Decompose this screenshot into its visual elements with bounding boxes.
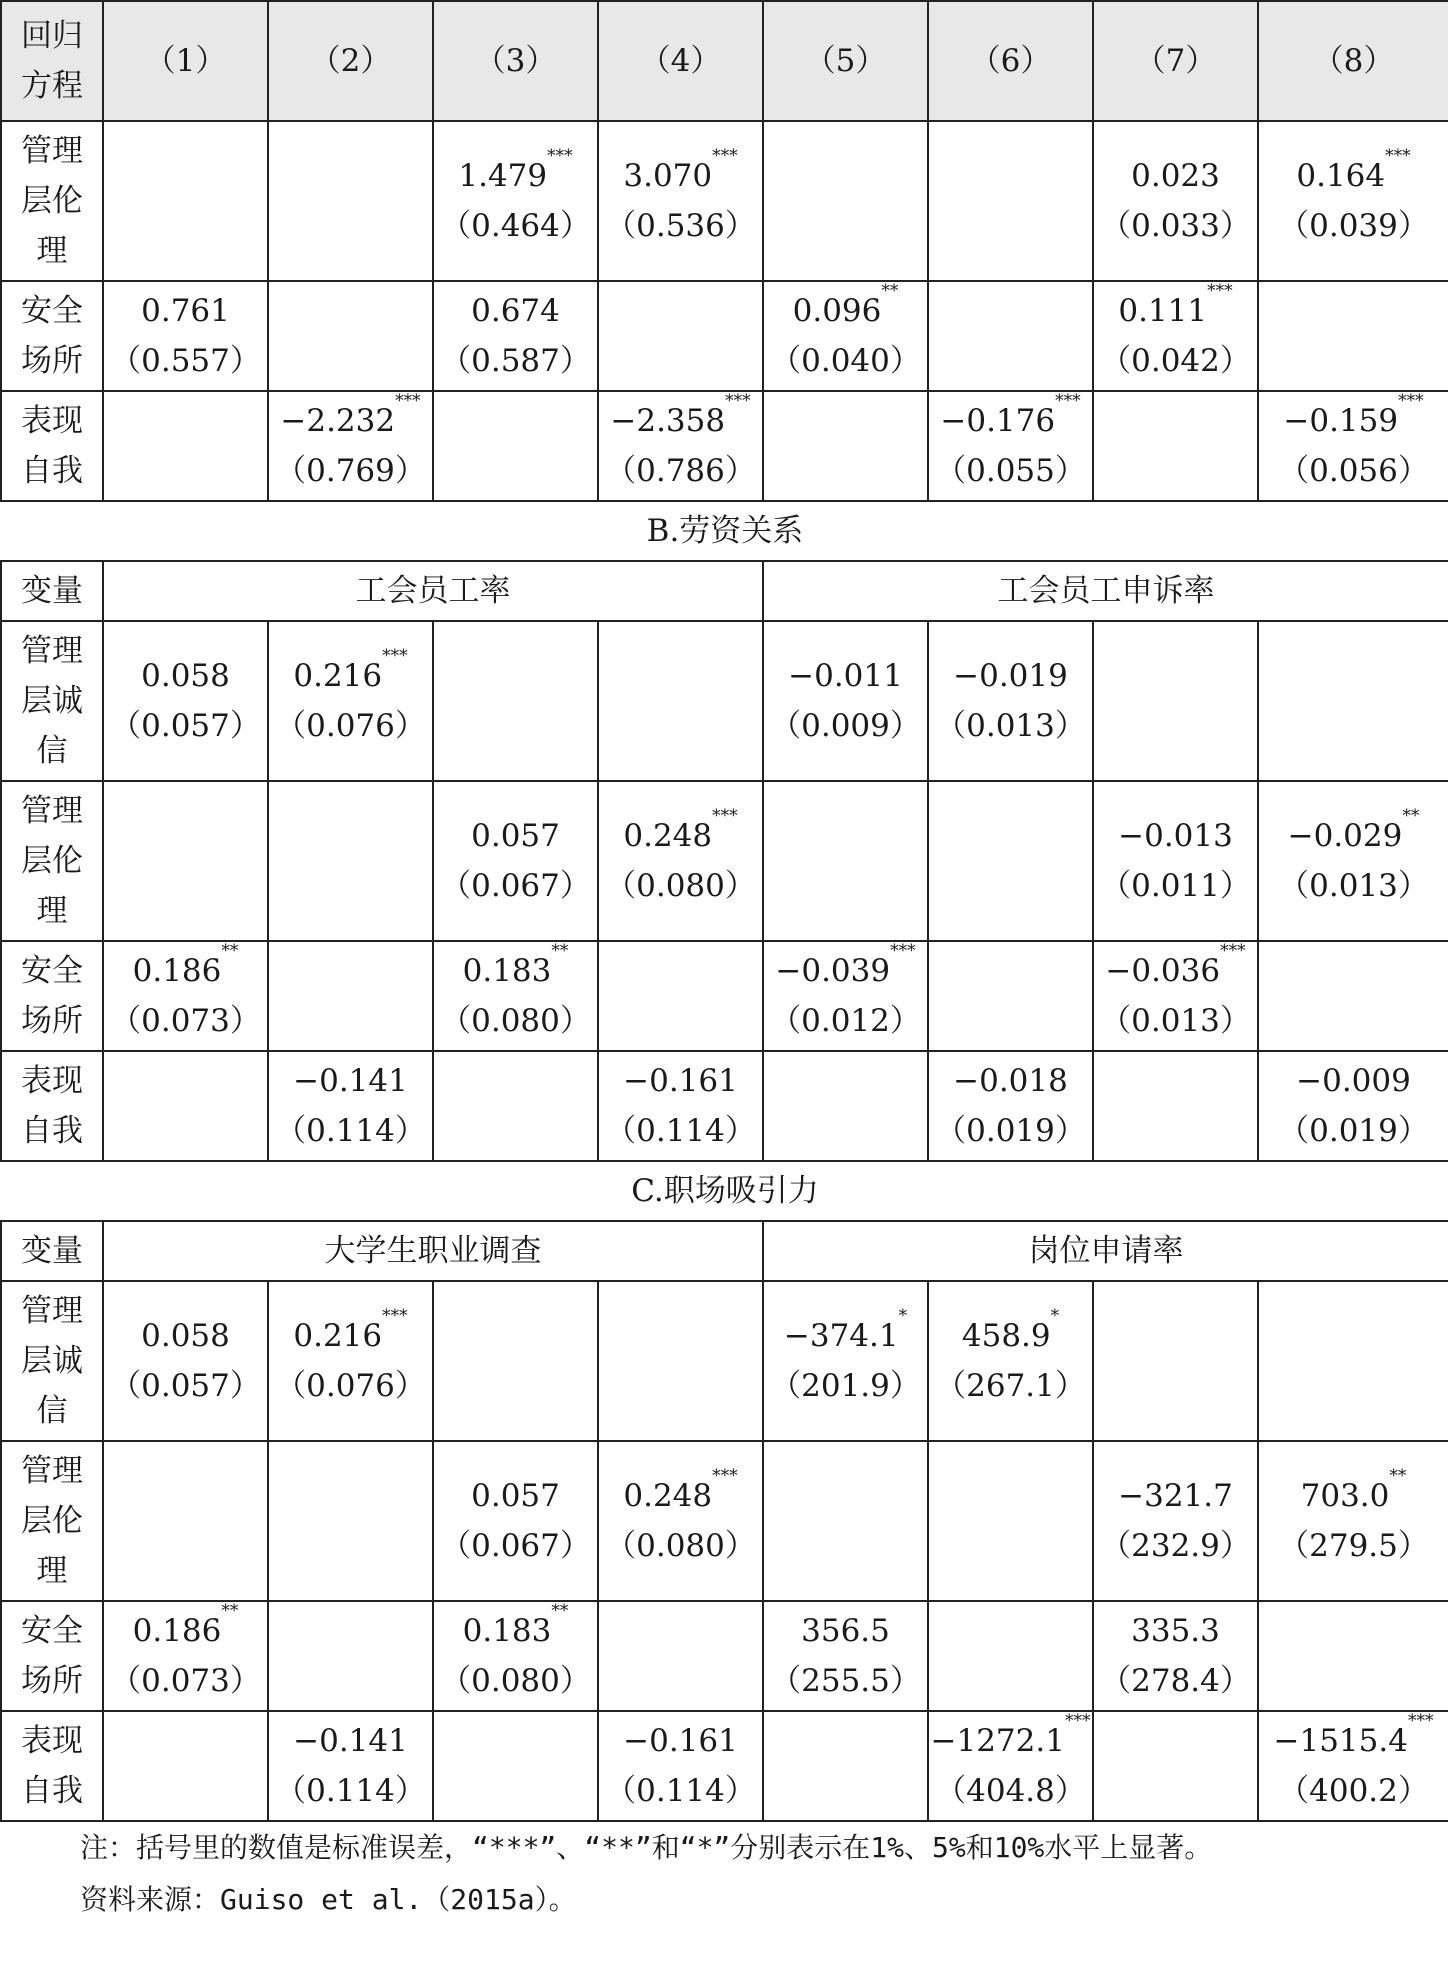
significance-stars: *** — [890, 941, 916, 961]
coef-cell — [1093, 941, 1258, 1051]
coef-value — [1259, 806, 1448, 861]
coef-value — [599, 1056, 762, 1106]
coef-cell — [268, 121, 433, 281]
coef-cell — [763, 1601, 928, 1711]
coef-cell — [598, 1441, 763, 1601]
coef-number: −374.1 — [783, 1318, 899, 1354]
significance-stars: *** — [395, 391, 421, 411]
std-error: （0.080） — [605, 1528, 756, 1564]
coef-value — [599, 146, 762, 201]
coef-number: −1272.1 — [930, 1723, 1065, 1759]
coef-value — [434, 941, 597, 996]
coef-cell — [1093, 781, 1258, 941]
std-error: （0.042） — [1100, 343, 1251, 379]
row-label: 管理 层伦 理 — [1, 121, 103, 281]
coef-cell — [598, 621, 763, 781]
group-header-1: 工会员工率 — [103, 561, 763, 621]
coef-cell — [1258, 1601, 1448, 1711]
coef-cell — [928, 1711, 1093, 1821]
std-error: （0.009） — [770, 708, 921, 744]
coef-number: −0.009 — [1296, 1063, 1411, 1099]
coef-cell — [433, 281, 598, 391]
significance-stars: *** — [547, 146, 573, 166]
coef-cell — [598, 121, 763, 281]
coef-cell — [433, 121, 598, 281]
coef-value — [1259, 391, 1448, 446]
coef-value — [104, 941, 267, 996]
table-row — [1, 941, 1448, 1051]
group-header-1: 大学生职业调查 — [103, 1221, 763, 1281]
row-label: 表现 自我 — [1, 1711, 103, 1821]
coef-cell — [103, 1711, 268, 1821]
coef-cell — [598, 781, 763, 941]
row-label: 安全 场所 — [1, 1601, 103, 1711]
coef-value — [269, 646, 432, 701]
significance-stars: *** — [712, 1466, 738, 1486]
section-title: B.劳资关系 — [1, 501, 1448, 561]
std-error: （0.464） — [440, 208, 591, 244]
std-error: （0.114） — [275, 1773, 426, 1809]
coef-cell — [103, 1441, 268, 1601]
coef-value — [599, 391, 762, 446]
significance-stars: * — [1050, 1306, 1060, 1326]
coef-number: 0.248 — [623, 1478, 713, 1514]
coef-cell — [433, 1441, 598, 1601]
table-row — [1, 1281, 1448, 1441]
std-error: （279.5） — [1278, 1528, 1429, 1564]
coef-number: 0.111 — [1118, 293, 1208, 329]
std-error: （0.076） — [275, 1368, 426, 1404]
col-header: （6） — [928, 1, 1093, 121]
coef-value — [434, 286, 597, 336]
coef-cell — [268, 941, 433, 1051]
coef-value — [1259, 1056, 1448, 1106]
table-row — [1, 281, 1448, 391]
col-header: （8） — [1258, 1, 1448, 121]
coef-cell — [1258, 391, 1448, 501]
table-row — [1, 621, 1448, 781]
coef-number: −0.019 — [953, 658, 1068, 694]
coef-value — [929, 651, 1092, 701]
coef-cell — [763, 391, 928, 501]
table-row — [1, 1711, 1448, 1821]
std-error: （400.2） — [1278, 1773, 1429, 1809]
coef-cell — [268, 391, 433, 501]
std-error: （0.040） — [770, 343, 921, 379]
coef-number: 0.164 — [1296, 158, 1386, 194]
coef-cell — [268, 1051, 433, 1161]
coef-number: 356.5 — [801, 1613, 890, 1649]
significance-stars: * — [898, 1306, 908, 1326]
coef-cell — [433, 1601, 598, 1711]
coef-number: 0.023 — [1131, 158, 1220, 194]
std-error: （0.073） — [110, 1663, 261, 1699]
coef-number: −0.039 — [775, 953, 891, 989]
std-error: （0.536） — [605, 208, 756, 244]
std-error: （0.080） — [440, 1003, 591, 1039]
coef-cell — [103, 281, 268, 391]
std-error: （0.057） — [110, 1368, 261, 1404]
std-error: （0.019） — [935, 1113, 1086, 1149]
coef-cell — [763, 1281, 928, 1441]
coef-cell — [1258, 281, 1448, 391]
significance-stars: *** — [382, 1306, 408, 1326]
coef-cell — [1093, 1281, 1258, 1441]
coef-cell — [1093, 621, 1258, 781]
coef-cell — [928, 1441, 1093, 1601]
coef-number: 0.186 — [132, 1613, 222, 1649]
table-row — [1, 781, 1448, 941]
coef-number: 0.216 — [293, 1318, 383, 1354]
coef-value — [599, 1466, 762, 1521]
coef-cell — [268, 1441, 433, 1601]
table-row — [1, 391, 1448, 501]
coef-cell — [433, 1711, 598, 1821]
table-row — [1, 1441, 1448, 1601]
coef-cell — [763, 1711, 928, 1821]
coef-cell — [433, 1051, 598, 1161]
coef-value — [1259, 1466, 1448, 1521]
coef-cell — [1258, 621, 1448, 781]
coef-cell — [598, 1051, 763, 1161]
significance-stars: ** — [1402, 806, 1420, 826]
row-label: 表现 自我 — [1, 1051, 103, 1161]
std-error: （0.080） — [440, 1663, 591, 1699]
coef-cell — [1258, 781, 1448, 941]
significance-stars: *** — [712, 146, 738, 166]
coef-number: −0.161 — [623, 1063, 738, 1099]
section-title-row — [1, 1161, 1448, 1221]
std-error: （0.587） — [440, 343, 591, 379]
std-error: （255.5） — [770, 1663, 921, 1699]
coef-cell — [433, 781, 598, 941]
coef-value — [269, 1056, 432, 1106]
coef-cell — [433, 621, 598, 781]
std-error: （278.4） — [1100, 1663, 1251, 1699]
coef-value — [434, 811, 597, 861]
var-label: 变量 — [1, 561, 103, 621]
coef-cell — [1093, 391, 1258, 501]
coef-cell — [268, 621, 433, 781]
coef-value — [929, 391, 1092, 446]
coef-value — [599, 806, 762, 861]
coef-cell — [598, 1281, 763, 1441]
coef-number: −2.358 — [610, 403, 726, 439]
coef-value — [1094, 1606, 1257, 1656]
coef-value — [104, 1601, 267, 1656]
coef-cell — [1258, 1441, 1448, 1601]
row-label: 管理 层伦 理 — [1, 1441, 103, 1601]
coef-cell — [763, 281, 928, 391]
coef-value — [104, 1311, 267, 1361]
coef-number: 0.058 — [141, 658, 230, 694]
coef-cell — [1258, 1051, 1448, 1161]
coef-value — [434, 146, 597, 201]
std-error: （0.056） — [1278, 453, 1429, 489]
coef-number: 0.096 — [792, 293, 882, 329]
significance-stars: ** — [221, 1601, 239, 1621]
significance-stars: *** — [1207, 281, 1233, 301]
coef-cell — [928, 281, 1093, 391]
coef-value — [1259, 1711, 1448, 1766]
coef-number: −0.013 — [1118, 818, 1233, 854]
coef-cell — [103, 781, 268, 941]
significance-stars: *** — [1407, 1711, 1434, 1731]
significance-stars: ** — [551, 1601, 569, 1621]
coef-number: 0.761 — [141, 293, 230, 329]
significance-stars: *** — [1385, 146, 1411, 166]
coef-number: −1515.4 — [1273, 1723, 1408, 1759]
coef-number: 0.186 — [132, 953, 222, 989]
row-label: 管理 层诚 信 — [1, 1281, 103, 1441]
std-error: （0.114） — [605, 1113, 756, 1149]
coef-cell — [103, 1051, 268, 1161]
coef-cell — [1093, 281, 1258, 391]
col-header: （1） — [103, 1, 268, 121]
std-error: （404.8） — [935, 1773, 1086, 1809]
std-error: （0.055） — [935, 453, 1086, 489]
coef-value — [929, 1306, 1092, 1361]
header-row — [1, 1, 1448, 121]
group-header-row — [1, 561, 1448, 621]
std-error: （232.9） — [1100, 1528, 1251, 1564]
std-error: （0.057） — [110, 708, 261, 744]
coef-cell — [928, 1051, 1093, 1161]
significance-stars: ** — [1389, 1466, 1407, 1486]
std-error: （0.013） — [1278, 868, 1429, 904]
coef-cell — [1258, 1711, 1448, 1821]
coef-value — [104, 286, 267, 336]
std-error: （0.067） — [440, 1528, 591, 1564]
coef-number: 0.183 — [462, 1613, 552, 1649]
coef-number: 0.058 — [141, 1318, 230, 1354]
coef-cell — [598, 391, 763, 501]
coef-number: 0.057 — [471, 1478, 560, 1514]
group-header-row — [1, 1221, 1448, 1281]
coef-number: −0.161 — [623, 1723, 738, 1759]
coef-cell — [598, 941, 763, 1051]
group-header-2: 岗位申请率 — [763, 1221, 1448, 1281]
std-error: （0.013） — [1100, 1003, 1251, 1039]
coef-cell — [928, 1281, 1093, 1441]
significance-stars: *** — [725, 391, 751, 411]
coef-value — [434, 1601, 597, 1656]
std-error: （0.039） — [1278, 208, 1429, 244]
coef-cell — [763, 941, 928, 1051]
coef-value — [434, 1471, 597, 1521]
coef-number: −0.011 — [788, 658, 903, 694]
std-error: （0.013） — [935, 708, 1086, 744]
significance-stars: *** — [1064, 1711, 1091, 1731]
section-title: C.职场吸引力 — [1, 1161, 1448, 1221]
coef-cell — [268, 781, 433, 941]
std-error: （0.114） — [605, 1773, 756, 1809]
coef-value — [764, 1306, 927, 1361]
col-header: （3） — [433, 1, 598, 121]
table-row — [1, 121, 1448, 281]
coef-value — [929, 1711, 1092, 1766]
row-label: 安全 场所 — [1, 941, 103, 1051]
significance-stars: ** — [881, 281, 899, 301]
coef-number: −0.176 — [940, 403, 1056, 439]
coef-number: 0.216 — [293, 658, 383, 694]
coef-cell — [103, 941, 268, 1051]
std-error: （0.114） — [275, 1113, 426, 1149]
coef-number: 0.674 — [471, 293, 560, 329]
coef-number: −0.029 — [1287, 818, 1403, 854]
section-title-row — [1, 501, 1448, 561]
significance-stars: *** — [382, 646, 408, 666]
coef-number: −0.036 — [1105, 953, 1221, 989]
significance-stars: *** — [1398, 391, 1424, 411]
coef-cell — [598, 1711, 763, 1821]
coef-value — [269, 1306, 432, 1361]
coef-cell — [1093, 1601, 1258, 1711]
col-header: （5） — [763, 1, 928, 121]
std-error: （0.011） — [1100, 868, 1251, 904]
coef-number: −0.018 — [953, 1063, 1068, 1099]
coef-cell — [1093, 1051, 1258, 1161]
coef-cell — [1258, 121, 1448, 281]
group-header-2: 工会员工申诉率 — [763, 561, 1448, 621]
eq-label: 回归 方程 — [1, 1, 103, 121]
coef-number: −0.159 — [1283, 403, 1399, 439]
coef-cell — [928, 621, 1093, 781]
std-error: （0.557） — [110, 343, 261, 379]
coef-cell — [763, 1441, 928, 1601]
note-significance: 注：括号里的数值是标准误差，“***”、“**”和“*”分别表示在1%、5%和10%水平上显著。 — [80, 1831, 1213, 1864]
coef-cell — [433, 391, 598, 501]
std-error: （0.012） — [770, 1003, 921, 1039]
coef-value — [1094, 151, 1257, 201]
std-error: （0.786） — [605, 453, 756, 489]
coef-cell — [928, 391, 1093, 501]
coef-cell — [1093, 1711, 1258, 1821]
coef-cell — [763, 121, 928, 281]
coef-number: 0.183 — [462, 953, 552, 989]
std-error: （0.076） — [275, 708, 426, 744]
coef-value — [764, 281, 927, 336]
table-row — [1, 1601, 1448, 1711]
coef-number: 703.0 — [1300, 1478, 1390, 1514]
note-source: 资料来源：Guiso et al.（2015a）。 — [80, 1883, 577, 1916]
col-header: （4） — [598, 1, 763, 121]
coef-cell — [103, 391, 268, 501]
std-error: （0.080） — [605, 868, 756, 904]
col-header: （7） — [1093, 1, 1258, 121]
row-label: 表现 自我 — [1, 391, 103, 501]
coef-cell — [1093, 1441, 1258, 1601]
coef-number: 458.9 — [961, 1318, 1051, 1354]
coef-cell — [103, 621, 268, 781]
coef-cell — [763, 621, 928, 781]
row-label: 管理 层伦 理 — [1, 781, 103, 941]
coef-cell — [928, 1601, 1093, 1711]
col-header: （2） — [268, 1, 433, 121]
coef-value — [929, 1056, 1092, 1106]
std-error: （0.769） — [275, 453, 426, 489]
coef-cell — [763, 781, 928, 941]
significance-stars: *** — [712, 806, 738, 826]
coef-number: 335.3 — [1131, 1613, 1220, 1649]
coef-cell — [268, 1601, 433, 1711]
coef-value — [764, 1606, 927, 1656]
std-error: （0.033） — [1100, 208, 1251, 244]
table-row — [1, 1051, 1448, 1161]
coef-value — [1094, 281, 1257, 336]
coef-cell — [433, 941, 598, 1051]
coef-cell — [763, 1051, 928, 1161]
coef-cell — [433, 1281, 598, 1441]
coef-cell — [103, 121, 268, 281]
coef-value — [104, 651, 267, 701]
coef-cell — [103, 1601, 268, 1711]
std-error: （267.1） — [935, 1368, 1086, 1404]
coef-cell — [1258, 1281, 1448, 1441]
coef-number: 0.248 — [623, 818, 713, 854]
row-label: 安全 场所 — [1, 281, 103, 391]
coef-value — [1094, 811, 1257, 861]
coef-cell — [928, 781, 1093, 941]
coef-value — [764, 651, 927, 701]
coef-cell — [268, 1281, 433, 1441]
coef-cell — [1093, 121, 1258, 281]
coef-value — [764, 941, 927, 996]
coef-cell — [598, 281, 763, 391]
coef-value — [1094, 941, 1257, 996]
coef-number: −0.141 — [293, 1063, 408, 1099]
table-notes — [0, 1822, 1448, 1926]
std-error: （0.073） — [110, 1003, 261, 1039]
coef-cell — [268, 281, 433, 391]
coef-value — [269, 391, 432, 446]
coef-value — [269, 1716, 432, 1766]
significance-stars: ** — [221, 941, 239, 961]
significance-stars: ** — [551, 941, 569, 961]
coef-cell — [1258, 941, 1448, 1051]
row-label: 管理 层诚 信 — [1, 621, 103, 781]
significance-stars: *** — [1055, 391, 1081, 411]
coef-value — [599, 1716, 762, 1766]
coef-number: 0.057 — [471, 818, 560, 854]
var-label: 变量 — [1, 1221, 103, 1281]
coef-value — [1094, 1471, 1257, 1521]
std-error: （0.067） — [440, 868, 591, 904]
coef-cell — [268, 1711, 433, 1821]
std-error: （201.9） — [770, 1368, 921, 1404]
coef-number: 3.070 — [623, 158, 713, 194]
coef-number: −2.232 — [280, 403, 396, 439]
coef-number: −321.7 — [1118, 1478, 1233, 1514]
coef-cell — [598, 1601, 763, 1711]
coef-number: −0.141 — [293, 1723, 408, 1759]
significance-stars: *** — [1220, 941, 1246, 961]
coef-cell — [103, 1281, 268, 1441]
coef-value — [1259, 146, 1448, 201]
std-error: （0.019） — [1278, 1113, 1429, 1149]
coef-number: 1.479 — [458, 158, 548, 194]
coef-cell — [928, 941, 1093, 1051]
coef-cell — [928, 121, 1093, 281]
